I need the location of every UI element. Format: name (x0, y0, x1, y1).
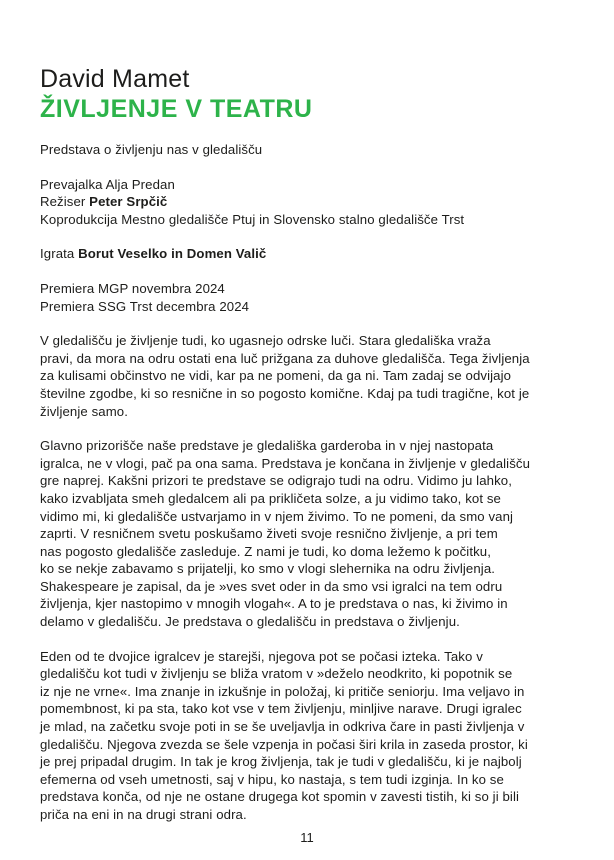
cast-label: Igrata (40, 246, 79, 262)
body-paragraph-1 (40, 332, 580, 420)
text-line: življenja, kjer nastopimo v mnogih vlogah«. A to je predstava o nas, ki živimo in (40, 596, 508, 612)
director-line (40, 193, 580, 211)
cast-names: Borut Veselko in Domen Valič (78, 246, 267, 262)
body-paragraph-2 (40, 437, 580, 631)
text-line: ko se nekje zabavamo s prijatelji, ko smo v vlogi slehernika na odru življenja. (40, 561, 496, 577)
text-line: kako izvabljata smeh gledalcem ali pa prikličeta solze, a ju vidimo tako, kot se (40, 490, 501, 506)
text-line: vidimo mi, ki gledališče ustvarjamo in v njem živimo. To ne pomeni, da smo vanj (40, 508, 514, 524)
text-line: delamo v gledališču. Je predstava o gledališču in predstava o življenju. (40, 614, 460, 630)
author-name: David Mamet (40, 65, 190, 93)
text-line: zaprti. V resničnem svetu poskušamo živeti svoje resnično življenje, a pri tem (40, 526, 498, 542)
translator-label: Prevajalka (40, 176, 106, 192)
text-line: gledališču. Njegova zvezda se šele vzpenja in počasi širi krila in zaseda prostor, ki (40, 736, 528, 752)
text-line: gledališču kot tudi v življenju se bliža vratom v »deželo neodkrito, ki popotnik se (40, 666, 513, 682)
play-subtitle: Predstava o življenju nas v gledališču (40, 142, 263, 157)
play-title: ŽIVLJENJE V TEATRU (40, 95, 313, 123)
text-line: V gledališču je življenje tudi, ko ugasnejo odrske luči. Stara gledališka vraža (40, 333, 491, 349)
text-line: efemerna od vseh umetnosti, saj v hipu, ko nastaja, s tem tudi izginja. In ko se (40, 771, 504, 787)
premiere-ssg: Premiera SSG Trst decembra 2024 (40, 298, 250, 314)
text-line: Eden od te dvojice igralcev je starejši, njegova pot se počasi izteka. Tako v (40, 648, 483, 664)
coproduction-line: Koprodukcija Mestno gledališče Ptuj in Slovensko stalno gledališče Trst (40, 211, 465, 227)
text-line: igralca, ne v vlogi, pač pa ona sama. Predstava je končana in življenje v gledališču (40, 455, 531, 471)
body-paragraph-3 (40, 648, 580, 824)
text-line: za kulisami občinstvo ne vidi, kar pa ne pomeni, da ga ni. Tam zadaj se odvijajo (40, 368, 512, 384)
text-line: življenje samo. (40, 403, 128, 419)
credits-block (40, 176, 580, 229)
text-line: gre naprej. Kakšni prizori te predstave se odigrajo tudi na odru. Vidimo ju lahko, (40, 473, 512, 489)
page-number: 11 (300, 830, 314, 845)
text-line: Glavno prizorišče naše predstave je gledališka garderoba in v njej nastopata (40, 438, 494, 454)
text-line: pravi, da mora na odru ostati ena luč prižgana za duhove gledališča. Tega življenja (40, 350, 530, 366)
director-name: Peter Srpčič (89, 194, 168, 210)
text-line: Shakespeare je zapisal, da je »ves svet oder in da smo vsi igralci na tem odru (40, 578, 503, 594)
translator-name: Alja Predan (105, 176, 175, 192)
text-line: pomembnost, ki pa sta, tako kot vse v tem življenju, minljive narave. Drugi igralec (40, 701, 522, 717)
text-line: iz nje ne vrne«. Ima znanje in izkušnje in položaj, ki pritiče seniorju. Ima veljavo in (40, 683, 525, 699)
text-line: je mlad, na začetku svoje poti in se še uveljavlja in odkriva čare in pasti življenja v (40, 719, 525, 735)
premieres-block (40, 280, 580, 315)
text-line: priča na eni in na drugi strani odra. (40, 807, 247, 822)
text-line: je prej pripadal drugim. In tak je krog življenja, tak je tudi v gledališču, ki je najbolj (40, 754, 522, 770)
text-line: številne zgodbe, ki so resnične in so pogosto komične. Kdaj pa tudi tragične, kot je (40, 385, 530, 401)
text-line: nas pogosto gledališče zasleduje. Z nami je tudi, ko doma ležemo k počitku, (40, 543, 491, 559)
text-line: predstava konča, od nje ne ostane drugega kot spomin v zavesti tistih, ki so ji bili (40, 789, 520, 805)
translator-line (40, 176, 580, 194)
director-label: Režiser (40, 194, 90, 210)
premiere-mgp: Premiera MGP novembra 2024 (40, 280, 225, 296)
cast-line (40, 245, 580, 263)
page-content (40, 64, 580, 824)
